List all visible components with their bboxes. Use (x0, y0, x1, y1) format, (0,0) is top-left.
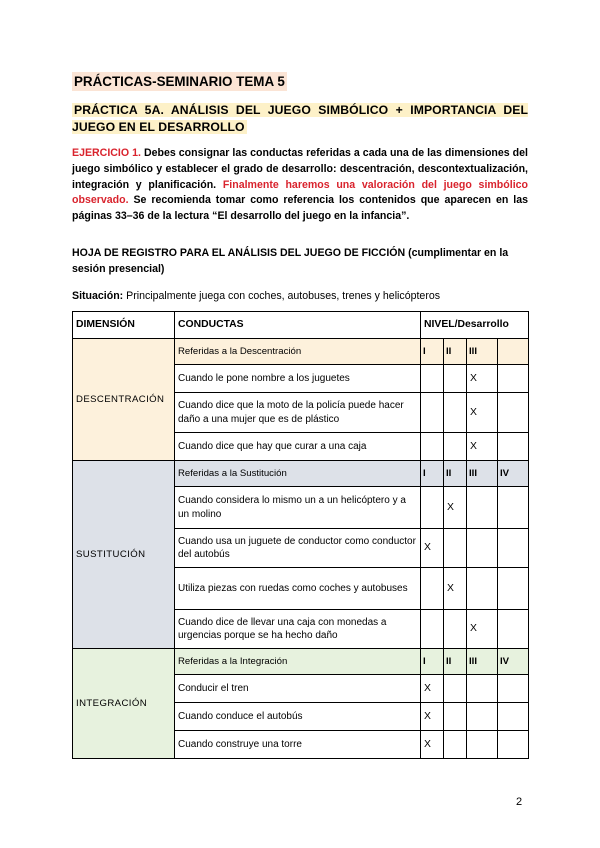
conduct-cell: Cuando dice que la moto de la policía puede hacer daño a una mujer que es de plástico (175, 393, 421, 433)
level-mark-cell (444, 393, 467, 433)
level-header: NIVEL/Desarrollo (421, 312, 529, 339)
level-label: I (421, 461, 444, 487)
level-mark-cell (498, 529, 529, 568)
conducts-header: CONDUCTAS (175, 312, 421, 339)
level-label: II (444, 339, 467, 365)
level-mark-cell (444, 365, 467, 393)
exercise-text-2: Se recomienda tomar como referencia los contenidos que aparecen en las páginas 33–36 de la lectura “El desarrollo del juego en la infancia”. (72, 194, 528, 223)
level-mark-cell (498, 703, 529, 731)
dimension-cell: DESCENTRACIÓN (73, 339, 175, 461)
conduct-cell: Utiliza piezas con ruedas como coches y autobuses (175, 568, 421, 610)
level-mark-cell (498, 675, 529, 703)
conduct-cell: Cuando construye una torre (175, 731, 421, 759)
section-header: Referidas a la Integración (175, 649, 421, 675)
level-label: III (467, 339, 498, 365)
exercise-label: EJERCICIO 1. (72, 147, 141, 159)
conduct-cell: Cuando le pone nombre a los juguetes (175, 365, 421, 393)
level-mark-cell (467, 703, 498, 731)
level-mark-cell (498, 433, 529, 461)
level-mark-cell (498, 487, 529, 529)
conduct-cell: Cuando considera lo mismo un a un helicóptero y a un molino (175, 487, 421, 529)
level-mark-cell (467, 487, 498, 529)
level-mark-cell (467, 675, 498, 703)
level-mark-cell: X (467, 393, 498, 433)
level-mark-cell (421, 610, 444, 649)
level-mark-cell (467, 568, 498, 610)
level-mark-cell (444, 675, 467, 703)
level-label (498, 339, 529, 365)
exercise-text-red: Finalmente haremos una valoración del juego simbólico observado. (72, 178, 528, 207)
level-mark-cell (421, 568, 444, 610)
level-mark-cell: X (421, 675, 444, 703)
sheet-title: HOJA DE REGISTRO PARA EL ANÁLISIS DEL JUEGO DE FICCIÓN (cumplimentar en la sesión presencial) (72, 247, 509, 275)
level-mark-cell: X (444, 487, 467, 529)
level-label: III (467, 649, 498, 675)
level-mark-cell (444, 703, 467, 731)
practice-title (72, 102, 528, 136)
level-mark-cell (444, 610, 467, 649)
conduct-cell: Conducir el tren (175, 675, 421, 703)
level-mark-cell (498, 365, 529, 393)
section-header: Referidas a la Descentración (175, 339, 421, 365)
exercise-paragraph (72, 146, 528, 225)
level-mark-cell (498, 568, 529, 610)
situation-line (72, 289, 440, 303)
level-mark-cell: X (467, 365, 498, 393)
level-mark-cell (498, 610, 529, 649)
level-mark-cell (421, 365, 444, 393)
level-mark-cell (498, 731, 529, 759)
dimension-cell: SUSTITUCIÓN (73, 461, 175, 649)
exercise-text-1: Debes consignar las conductas referidas a cada una de las dimensiones del juego simbólico y establecer el grado de desarrollo: descentración, descontextualización, integración y planificación. (72, 147, 528, 191)
level-label: I (421, 339, 444, 365)
level-mark-cell: X (421, 731, 444, 759)
page-number: 2 (516, 796, 523, 808)
level-label: II (444, 649, 467, 675)
level-mark-cell (444, 529, 467, 568)
conduct-cell: Cuando dice de llevar una caja con monedas a urgencias porque se ha hecho daño (175, 610, 421, 649)
level-mark-cell (444, 433, 467, 461)
level-label: IV (498, 649, 529, 675)
dimension-header: DIMENSIÓN (73, 312, 175, 339)
level-mark-cell (467, 731, 498, 759)
conduct-cell: Cuando usa un juguete de conductor como conductor del autobús (175, 529, 421, 568)
dimension-cell: INTEGRACIÓN (73, 649, 175, 759)
situation-label: Situación: (72, 290, 124, 302)
page-title: PRÁCTICAS-SEMINARIO TEMA 5 (74, 74, 285, 89)
level-mark-cell (421, 433, 444, 461)
level-label: II (444, 461, 467, 487)
level-mark-cell (421, 487, 444, 529)
level-mark-cell (467, 529, 498, 568)
level-mark-cell (498, 393, 529, 433)
situation-text: Principalmente juega con coches, autobuses, trenes y helicópteros (123, 290, 441, 302)
level-label: III (467, 461, 498, 487)
level-mark-cell: X (467, 433, 498, 461)
conduct-cell: Cuando dice que hay que curar a una caja (175, 433, 421, 461)
level-label: IV (498, 461, 529, 487)
level-mark-cell (421, 393, 444, 433)
level-mark-cell (444, 731, 467, 759)
section-header: Referidas a la Sustitución (175, 461, 421, 487)
registro-table (72, 311, 529, 759)
level-mark-cell: X (444, 568, 467, 610)
level-mark-cell: X (421, 529, 444, 568)
level-mark-cell: X (467, 610, 498, 649)
conduct-cell: Cuando conduce el autobús (175, 703, 421, 731)
level-label: I (421, 649, 444, 675)
practice-title-text: PRÁCTICA 5A. ANÁLISIS DEL JUEGO SIMBÓLICO + IMPORTANCIA DEL JUEGO EN EL DESARROLLO (72, 103, 528, 134)
level-mark-cell: X (421, 703, 444, 731)
